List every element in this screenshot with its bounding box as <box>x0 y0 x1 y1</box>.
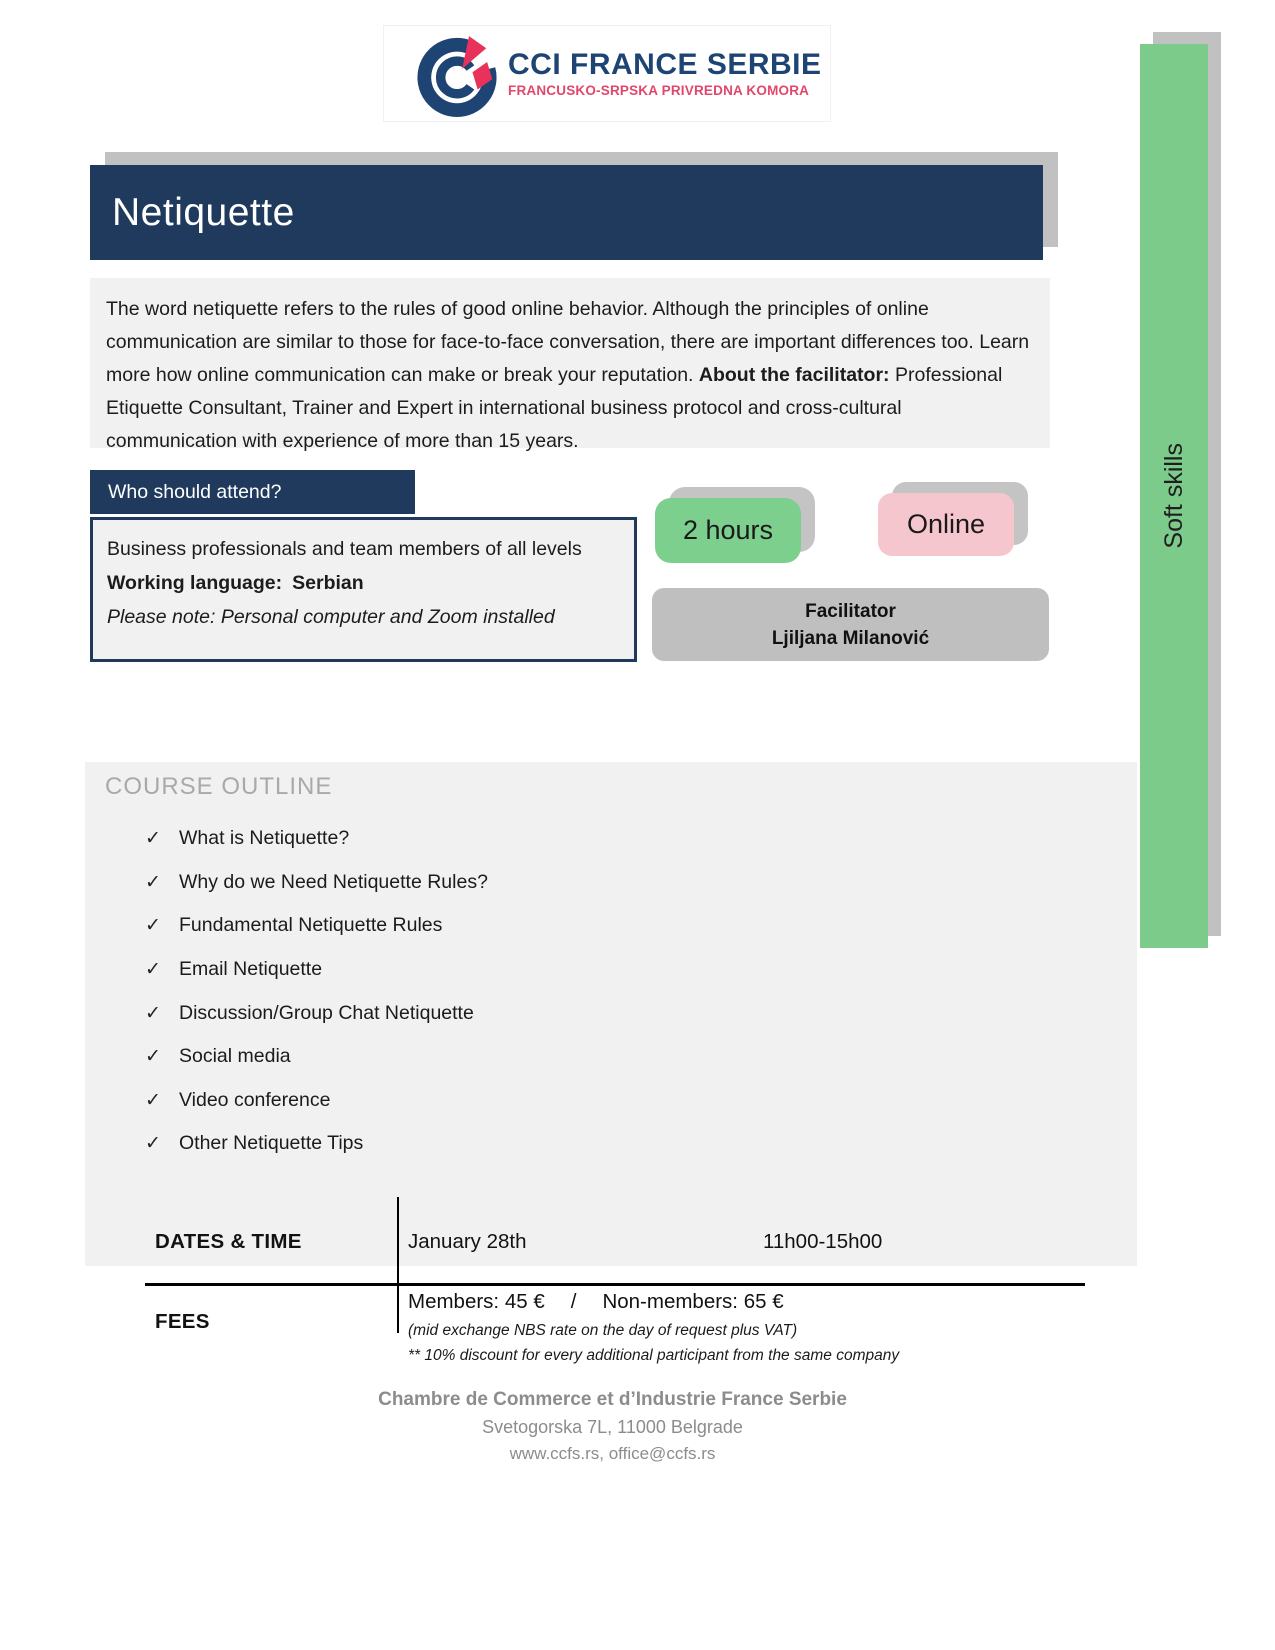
footer-address: Svetogorska 7L, 11000 Belgrade <box>482 1417 743 1437</box>
course-outline-title: COURSE OUTLINE <box>105 773 333 800</box>
list-item-label: What is Netiquette? <box>179 827 350 850</box>
list-item <box>85 861 1137 905</box>
fees-separator: / <box>570 1290 577 1313</box>
table-column-divider <box>397 1197 399 1333</box>
fees-members: Members: 45 € <box>408 1290 545 1313</box>
footer-org-name: Chambre de Commerce et d’Industrie France Serbie <box>378 1389 847 1410</box>
title-bar <box>90 165 1043 260</box>
fees-label: FEES <box>155 1310 210 1333</box>
list-item-label: Fundamental Netiquette Rules <box>179 914 443 937</box>
check-icon: ✓ <box>145 1133 161 1155</box>
about-facilitator-text: Professional Etiquette Consultant, Trainer and Expert in international business protocol and cross-cultural communication with experience of more than 15 years. <box>106 364 1003 452</box>
check-icon: ✓ <box>145 1046 161 1068</box>
logo-text <box>508 49 822 98</box>
list-item <box>85 991 1137 1035</box>
course-outline-section <box>85 762 1137 1266</box>
working-language-value: Serbian <box>292 572 364 594</box>
list-item-label: Other Netiquette Tips <box>179 1132 364 1155</box>
fees-nonmembers: Non-members: 65 € <box>602 1290 784 1313</box>
page-title: Netiquette <box>112 190 295 234</box>
check-icon: ✓ <box>145 915 161 937</box>
facilitator-name: Ljiljana Milanović <box>771 627 930 649</box>
side-tab-soft-skills <box>1140 44 1208 948</box>
list-item-label: Why do we Need Netiquette Rules? <box>179 870 488 893</box>
list-item <box>85 904 1137 948</box>
list-item-label: Discussion/Group Chat Netiquette <box>179 1001 474 1024</box>
schedule-date: January 28th <box>408 1230 527 1253</box>
who-should-attend-label: Who should attend? <box>108 480 282 503</box>
list-item <box>85 817 1137 861</box>
footer <box>90 1385 1135 1467</box>
check-icon: ✓ <box>145 871 161 893</box>
side-tab-label: Soft skills <box>1159 443 1188 549</box>
facilitator-label: Facilitator <box>805 600 896 622</box>
course-outline-list <box>85 817 1137 1166</box>
duration-badge-label: 2 hours <box>682 515 774 545</box>
list-item <box>85 948 1137 992</box>
duration-badge <box>655 498 801 563</box>
audience-note: Please note: Personal computer and Zoom installed <box>107 606 555 628</box>
list-item-label: Social media <box>179 1045 291 1068</box>
list-item-label: Email Netiquette <box>179 958 323 981</box>
list-item <box>85 1035 1137 1079</box>
check-icon: ✓ <box>145 959 161 981</box>
working-language-label: Working language: <box>107 572 283 594</box>
list-item <box>85 1122 1137 1166</box>
list-item-label: Video conference <box>179 1088 331 1111</box>
description-intro: The word netiquette refers to the rules of good online behavior. Although the principles of online communication are similar to those for face-to-face conversation, there are important differences too. Learn more how online communication can make or break your reputation. <box>106 298 1030 386</box>
fees-price-row <box>408 1290 784 1314</box>
logo <box>383 25 831 122</box>
dates-time-label: DATES & TIME <box>155 1230 302 1253</box>
facilitator-box <box>652 588 1049 661</box>
check-icon: ✓ <box>145 828 161 850</box>
list-item <box>85 1079 1137 1123</box>
check-icon: ✓ <box>145 1002 161 1024</box>
check-icon: ✓ <box>145 1089 161 1111</box>
table-row-divider <box>145 1283 1085 1286</box>
fees-note-discount: ** 10% discount for every additional participant from the same company <box>408 1347 900 1364</box>
footer-contact-links[interactable]: www.ccfs.rs, office@ccfs.rs <box>509 1444 716 1463</box>
logo-subtitle: FRANCUSKO-SRPSKA PRIVREDNA KOMORA <box>508 83 810 98</box>
audience-box <box>90 517 637 662</box>
audience-line: Business professionals and team members of all levels <box>107 538 582 560</box>
working-language-row <box>107 566 620 600</box>
format-badge-label: Online <box>906 509 986 539</box>
logo-title: CCI FRANCE SERBIE <box>508 48 822 81</box>
course-description <box>90 278 1050 452</box>
schedule-time: 11h00-15h00 <box>763 1230 883 1253</box>
format-badge <box>878 493 1014 556</box>
cci-logo-icon <box>414 31 500 117</box>
about-facilitator-label: About the facilitator: <box>698 364 890 386</box>
fees-note-vat: (mid exchange NBS rate on the day of request plus VAT) <box>408 1322 798 1339</box>
who-should-attend-header <box>90 470 415 514</box>
